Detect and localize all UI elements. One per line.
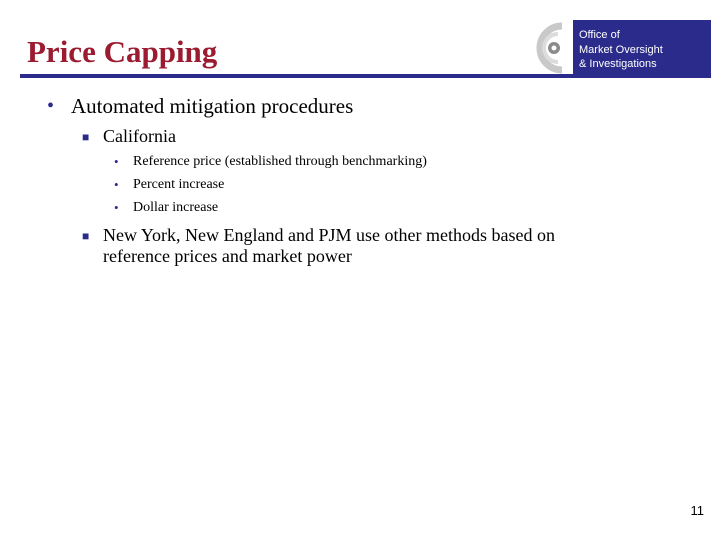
list-item-text: Percent increase <box>133 177 225 192</box>
list-item-text: Dollar increase <box>133 200 219 215</box>
list-item-text: Reference price (established through benchmarking) <box>133 154 427 169</box>
office-line-2: Market Oversight <box>579 43 663 56</box>
office-line-3: & Investigations <box>579 58 657 70</box>
square-bullet-icon: ■ <box>82 229 90 243</box>
sub-bullet-text: California <box>103 126 176 146</box>
round-bullet-icon: • <box>114 200 119 215</box>
round-bullet-icon: • <box>114 177 119 192</box>
square-bullet-icon: ■ <box>82 130 90 144</box>
sub-bullet-line-2: reference prices and market power <box>103 246 352 266</box>
header-divider <box>20 74 711 78</box>
round-bullet-icon: • <box>114 154 119 169</box>
bullet-text: Automated mitigation procedures <box>71 94 354 118</box>
round-bullet-icon: • <box>47 95 55 117</box>
office-line-1: Office of <box>579 29 620 41</box>
sub-bullet-text <box>103 225 555 267</box>
page-number: 11 <box>690 503 704 518</box>
office-logo-box <box>573 20 711 78</box>
slide-title: Price Capping <box>27 34 218 69</box>
sub-bullet-line-1: New York, New England and PJM use other methods based on <box>103 225 555 245</box>
ferc-emblem-icon <box>532 22 572 74</box>
